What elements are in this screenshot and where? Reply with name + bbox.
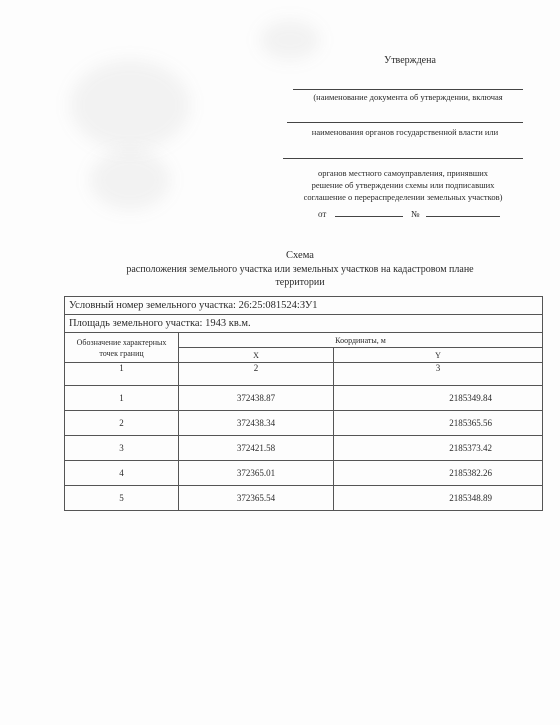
x-coordinate: 372438.34: [179, 411, 334, 436]
point-id: 1: [65, 386, 179, 411]
y-coordinate: 2185349.84: [334, 386, 543, 411]
plot-number: Условный номер земельного участка: 26:25:081524:ЗУ1: [65, 297, 543, 315]
approval-line: [283, 158, 523, 159]
number-prefix: №: [410, 209, 420, 219]
scan-smudge: [90, 150, 170, 210]
approval-line: [287, 122, 523, 123]
point-id: 5: [65, 486, 179, 511]
header-x: X: [179, 348, 334, 363]
y-coordinate: 2185382.26: [334, 461, 543, 486]
approval-caption-2: наименования органов государственной власти или: [311, 127, 499, 137]
point-id: 3: [65, 436, 179, 461]
header-coordinates: Координаты, м: [179, 333, 543, 348]
table-row: [65, 486, 543, 511]
scheme-subtitle-2: территории: [275, 277, 325, 288]
x-coordinate: 372438.87: [179, 386, 334, 411]
coordinates-table: [64, 296, 543, 511]
number-blank: [426, 216, 500, 217]
table-row: [65, 461, 543, 486]
column-number: 2: [179, 363, 334, 386]
point-id: 2: [65, 411, 179, 436]
header-y: Y: [334, 348, 543, 363]
x-coordinate: 372365.01: [179, 461, 334, 486]
approval-caption-1: (наименование документа об утверждении, включая: [313, 92, 503, 102]
plot-area: Площадь земельного участка: 1943 кв.м.: [65, 315, 543, 333]
date-prefix: от: [318, 209, 327, 219]
scheme-subtitle-1: расположения земельного участка или земельных участков на кадастровом плане: [126, 264, 474, 275]
point-id: 4: [65, 461, 179, 486]
header-points: Обозначение характерных точек границ: [65, 333, 179, 363]
y-coordinate: 2185373.42: [334, 436, 543, 461]
y-coordinate: 2185348.89: [334, 486, 543, 511]
approval-line: [293, 89, 523, 90]
table-row: [65, 386, 543, 411]
table-row: [65, 436, 543, 461]
column-number: 1: [65, 363, 179, 386]
approval-caption-5: соглашение о перераспределении земельных участков): [303, 192, 503, 202]
approval-caption-3: органов местного самоуправления, принявших: [317, 168, 489, 178]
x-coordinate: 372365.54: [179, 486, 334, 511]
x-coordinate: 372421.58: [179, 436, 334, 461]
scan-smudge: [260, 20, 320, 60]
approval-title: Утверждена: [384, 55, 436, 66]
approval-caption-4: решение об утверждении схемы или подписавших: [311, 180, 495, 190]
approval-date-line: [318, 209, 500, 219]
date-blank: [335, 216, 403, 217]
column-number: 3: [334, 363, 543, 386]
column-numbers-row: [65, 363, 543, 386]
scheme-title: Схема: [286, 250, 314, 261]
scan-smudge: [70, 60, 190, 150]
table-row: [65, 411, 543, 436]
y-coordinate: 2185365.56: [334, 411, 543, 436]
